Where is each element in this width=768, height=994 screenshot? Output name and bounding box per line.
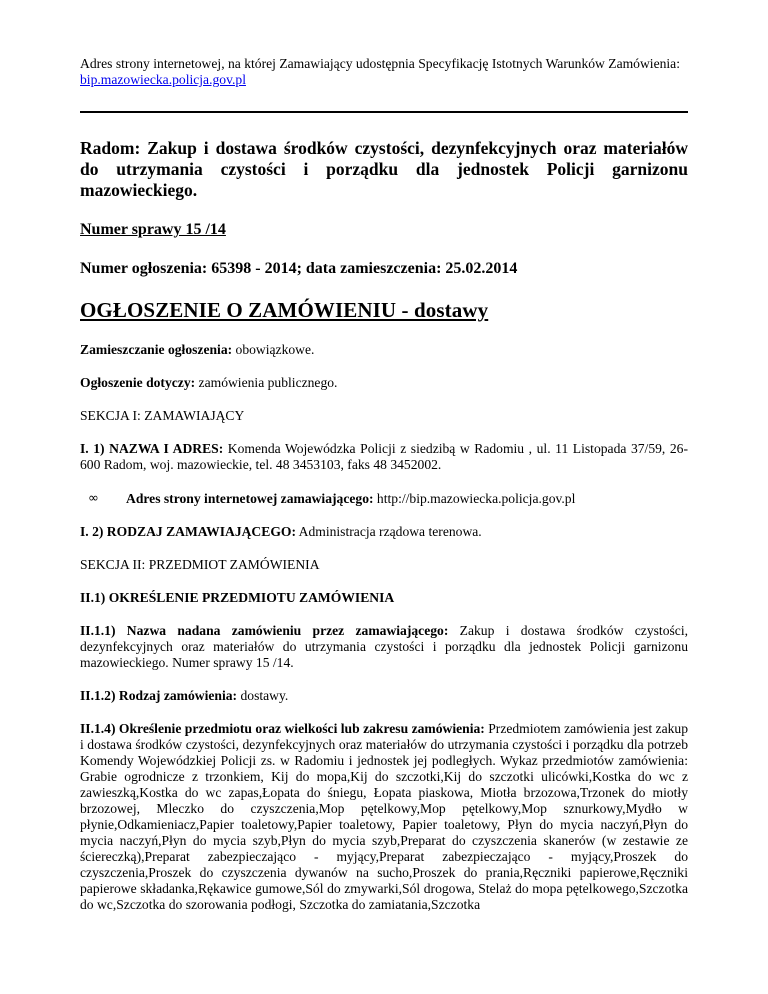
field-label: Ogłoszenie dotyczy: [80, 375, 196, 390]
document-page [80, 56, 688, 913]
field-value: Administracja rządowa terenowa. [296, 524, 482, 539]
subsection-ii1-heading [80, 590, 688, 606]
field-value: zamówienia publicznego. [195, 375, 338, 390]
field-dotyczy [80, 375, 688, 391]
field-label: II.1.1) Nazwa nadana zamówieniu przez zamawiającego: [80, 623, 449, 638]
section-2-heading: SEKCJA II: PRZEDMIOT ZAMÓWIENIA [80, 557, 320, 572]
bullet-content [126, 491, 575, 507]
siwz-link[interactable]: bip.mazowiecka.policja.gov.pl [80, 72, 246, 87]
field-rodzaj-zamowienia [80, 688, 688, 704]
field-label: II.1.2) Rodzaj zamówienia: [80, 688, 238, 703]
field-value: Zakup i dostawa środków czystości, dezynfekcyjnych oraz materiałów do utrzymania czystości i porządku dla jednostek Policji garnizonu mazowieckiego. Numer sprawy 15 /14. [80, 623, 688, 670]
field-label: Adres strony internetowej zamawiającego: [126, 491, 374, 506]
field-value: obowiązkowe. [232, 342, 315, 357]
infinity-bullet-icon: ∞ [88, 491, 99, 506]
field-label: II.1.4) Określenie przedmiotu oraz wielkości lub zakresu zamówienia: [80, 721, 485, 736]
section-1-heading: SEKCJA I: ZAMAWIAJĄCY [80, 408, 245, 423]
field-nazwa-zamowienia [80, 623, 688, 671]
field-value: Komenda Wojewódzka Policji z siedzibą w Radomiu , ul. 11 Listopada 37/59, 26-600 Radom, woj. mazowieckie, tel. 48 3453103, faks 48 3452002. [80, 441, 688, 472]
subsection-label: II.1) OKREŚLENIE PRZEDMIOTU ZAMÓWIENIA [80, 590, 395, 605]
field-value: Przedmiotem zamówienia jest zakup i dostawa środków czystości, dezynfekcyjnych oraz materiałów do utrzymania czystości i porządku dla potrzeb Komendy Wojewódzkiej Policji zs. w Radomiu i jednostek jej podległych. Wykaz przedmiotów zamówienia: Grabie ogrodnicze z trzonkiem, Kij do mopa,Kij do szczotki,Kij do szczotki ulicówki,Kostka do wc z zawieszką,Kostka do wc zapas,Łopata do śniegu, Łopata piaskowa, Miotła brzozowa,Trzonek do miotły brzozowej, Mleczko do czyszczenia,Mop pętelkowy,Mop pętelkowy,Mop sznurkowy,Mydło w płynie,Odkamieniacz,Papier toaletowy,Papier toaletowy, Papier toaletowy, Płyn do mycia naczyń,Płyn do mycia naczyń,Płyn do mycia szyb,Płyn do mycia szyb,Preparat do czyszczenia skanerów (w zestawie ze ściereczką),Preparat zabezpieczająco - myjący,Preparat zabezpieczająco - myjący,Proszek do czyszczenia,Proszek do czyszczenia dywanów na sucho,Proszek do prania,Ręczniki papierowe,Ręczniki papierowe składanka,Rękawice gumowe,Sól do zmywarki,Sól drogowa, Stelaż do mopa pętelkowego,Szczotka do wc,Szczotka do szorowania podłogi, Szczotka do zamiatania,Szczotka [80, 721, 688, 912]
siwz-intro-text: Adres strony internetowej, na której Zamawiający udostępnia Specyfikację Istotnych Warunków Zamówienia: [80, 56, 680, 71]
field-label: I. 2) RODZAJ ZAMAWIAJĄCEGO: [80, 524, 296, 539]
field-value: http://bip.mazowiecka.policja.gov.pl [373, 491, 576, 506]
bullet-item-www [80, 491, 688, 507]
field-przedmiot-zamowienia [80, 721, 688, 913]
horizontal-rule [80, 111, 688, 113]
document-title: Radom: Zakup i dostawa środków czystości, dezynfekcyjnych oraz materiałów do utrzymania czystości i porządku dla jednostek Policji garnizonu mazowieckiego. [80, 138, 688, 200]
case-number: Numer sprawy 15 /14 [80, 221, 226, 238]
field-value: dostawy. [237, 688, 289, 703]
field-label: Zamieszczanie ogłoszenia: [80, 342, 233, 357]
field-label: I. 1) NAZWA I ADRES: [80, 441, 224, 456]
field-rodzaj-zamawiajacego [80, 524, 688, 540]
announcement-number: Numer ogłoszenia: 65398 - 2014; data zamieszczenia: 25.02.2014 [80, 260, 518, 277]
field-zamieszczanie [80, 342, 688, 358]
field-nazwa-adres [80, 441, 688, 473]
siwz-intro [80, 56, 688, 88]
main-heading: OGŁOSZENIE O ZAMÓWIENIU - dostawy [80, 298, 489, 322]
